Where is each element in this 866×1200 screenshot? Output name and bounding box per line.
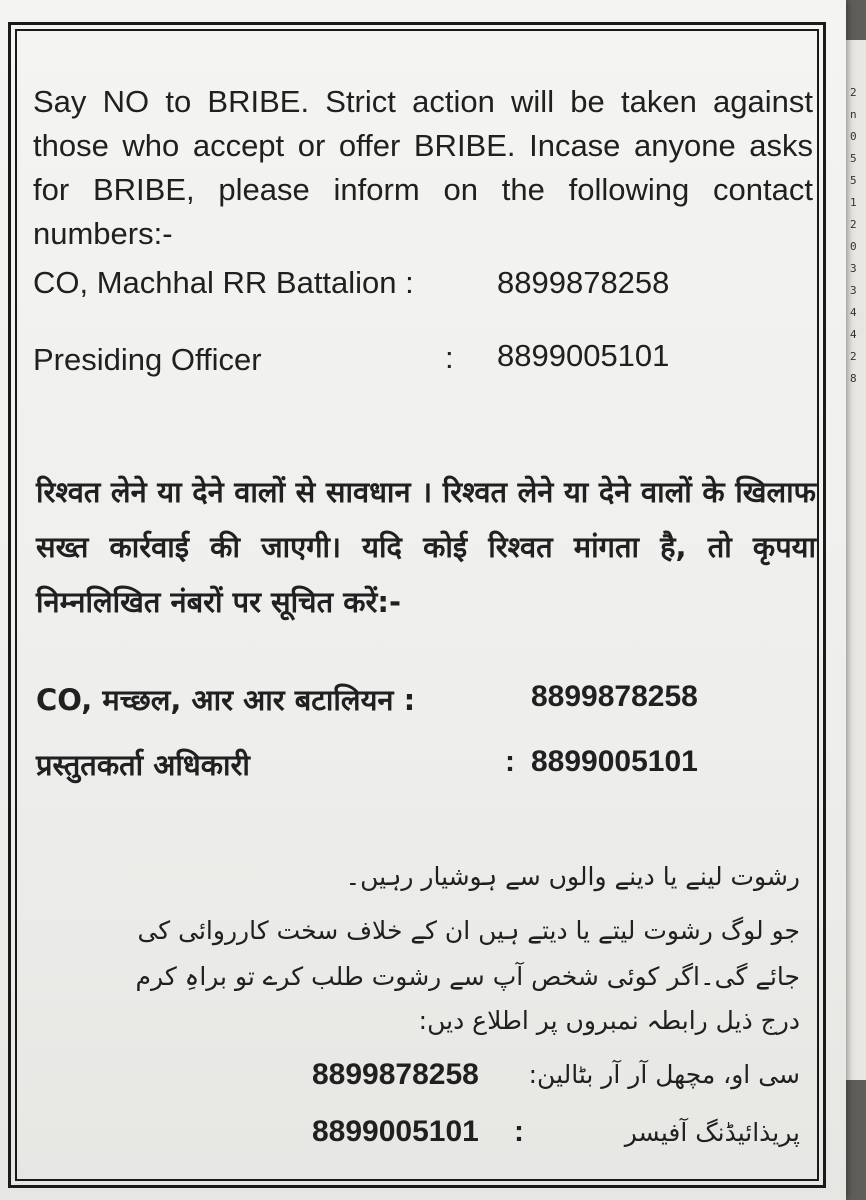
hindi-contact-2-label: प्रस्तुतकर्ता अधिकारी bbox=[36, 748, 250, 782]
edge-char: 4 bbox=[850, 306, 857, 319]
edge-char: 1 bbox=[850, 196, 857, 209]
edge-char: 3 bbox=[850, 262, 857, 275]
urdu-line-2: جو لوگ رشوت لیتے یا دیتے ہیں ان کے خلاف سخت کارروائی کی bbox=[137, 916, 800, 945]
english-contact-2-label: Presiding Officer bbox=[33, 342, 262, 377]
urdu-contact-1-label: سی او، مچھل آر آر بٹالین: bbox=[528, 1060, 800, 1089]
english-contact-2-number: 8899005101 bbox=[497, 338, 670, 373]
edge-char: 0 bbox=[850, 130, 857, 143]
edge-char: 2 bbox=[850, 218, 857, 231]
hindi-paragraph: रिश्वत लेने या देने वालों से सावधान । रिश्वत लेने या देने वालों के खिलाफ सख्त कार्रवाई की जाएगी। यदि कोई रिश्वत मांगता है, तो कृपया निम्नलिखित नंबरों पर सूचित करें:- bbox=[36, 475, 816, 619]
edge-char: 2 bbox=[850, 86, 857, 99]
english-contact-2-colon: : bbox=[445, 340, 454, 375]
edge-char: 5 bbox=[850, 152, 857, 165]
urdu-contact-2-label: پریذائیڈنگ آفیسر bbox=[624, 1118, 800, 1147]
edge-char: 3 bbox=[850, 284, 857, 297]
urdu-line-4: درج ذیل رابطہ نمبروں پر اطلاع دیں: bbox=[418, 1006, 800, 1035]
hindi-contact-1-number: 8899878258 bbox=[531, 680, 698, 713]
edge-char: 2 bbox=[850, 350, 857, 363]
urdu-line-3: جائے گی۔اگر کوئی شخص آپ سے رشوت طلب کرے تو براہِ کرم bbox=[135, 962, 800, 991]
urdu-contact-1-number: 8899878258 bbox=[312, 1058, 479, 1091]
hindi-contact-2-number: 8899005101 bbox=[531, 745, 698, 778]
hindi-contact-1-label: CO, मच्छल, आर आर बटालियन : bbox=[36, 683, 416, 717]
english-paragraph: Say NO to BRIBE. Strict action will be taken against those who accept or offer BRIBE. Incase anyone asks for BRIBE, please inform on the following contact numbers:- bbox=[33, 84, 813, 251]
edge-char: 5 bbox=[850, 174, 857, 187]
english-contact-1-number: 8899878258 bbox=[497, 265, 670, 300]
edge-char: 0 bbox=[850, 240, 857, 253]
urdu-contact-2-number: 8899005101 bbox=[312, 1115, 479, 1148]
edge-char: n bbox=[850, 108, 857, 121]
edge-char: 8 bbox=[850, 372, 857, 385]
english-contact-1-label: CO, Machhal RR Battalion : bbox=[33, 265, 414, 300]
hindi-contact-2-colon: : bbox=[505, 745, 515, 778]
urdu-contact-2-colon: : bbox=[514, 1115, 524, 1148]
edge-char: 4 bbox=[850, 328, 857, 341]
urdu-line-1: رشوت لینے یا دینے والوں سے ہوشیار رہیں۔ bbox=[345, 862, 800, 891]
